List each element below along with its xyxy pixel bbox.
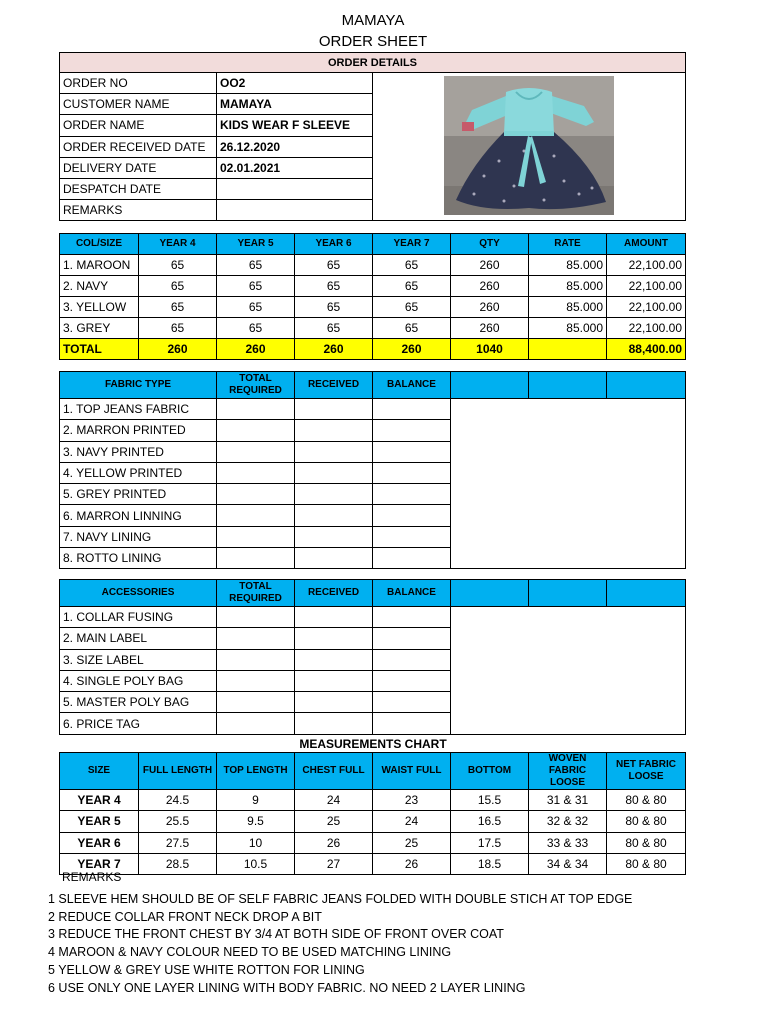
measurements-table (59, 752, 686, 875)
measure-cell: 24 (373, 811, 451, 832)
measure-cell: 10 (217, 832, 295, 853)
order-no-label: ORDER NO (60, 73, 217, 94)
summary-rate: 85.000 (529, 318, 607, 339)
summary-cell: 65 (373, 318, 451, 339)
accessory-name: 2. MAIN LABEL (60, 628, 217, 649)
summary-amount: 22,100.00 (607, 318, 686, 339)
measure-cell: 24 (295, 790, 373, 811)
measure-header-top-length: TOP LENGTH (217, 753, 295, 790)
summary-row (60, 276, 686, 297)
accessory-name: 1. COLLAR FUSING (60, 607, 217, 628)
measure-cell: 9 (217, 790, 295, 811)
measure-cell: 27.5 (139, 832, 217, 853)
accessories-header-blank (451, 580, 529, 607)
measure-cell: 80 & 80 (607, 853, 686, 874)
fabric-name: 3. NAVY PRINTED (60, 441, 217, 462)
measure-cell: 9.5 (217, 811, 295, 832)
total-year7: 260 (373, 339, 451, 360)
measure-cell: 27 (295, 853, 373, 874)
fabric-row (60, 484, 686, 505)
measure-cell: 25 (373, 832, 451, 853)
measure-cell: 17.5 (451, 832, 529, 853)
summary-header-rate: RATE (529, 234, 607, 255)
delivery-date-value: 02.01.2021 (217, 157, 373, 178)
fabric-row (60, 526, 686, 547)
total-rate (529, 339, 607, 360)
sheet-title: ORDER SHEET (318, 33, 428, 50)
measure-cell: 34 & 34 (529, 853, 607, 874)
measure-cell: 28.5 (139, 853, 217, 874)
summary-qty: 260 (451, 276, 529, 297)
order-details-table (59, 52, 686, 221)
fabric-header-blank (529, 372, 607, 399)
fabric-row (60, 548, 686, 569)
summary-qty: 260 (451, 297, 529, 318)
measure-row (60, 790, 686, 811)
remark-item: 1 SLEEVE HEM SHOULD BE OF SELF FABRIC JEANS FOLDED WITH DOUBLE STICH AT TOP EDGE (48, 892, 633, 906)
accessories-header-balance: BALANCE (373, 580, 451, 607)
fabric-header-total-required: TOTAL REQUIRED (217, 372, 295, 399)
accessory-row (60, 692, 686, 713)
summary-header-qty: QTY (451, 234, 529, 255)
accessories-header-blank (529, 580, 607, 607)
measure-cell: 10.5 (217, 853, 295, 874)
accessory-row (60, 670, 686, 691)
remark-item: 4 MAROON & NAVY COLOUR NEED TO BE USED MATCHING LINING (48, 945, 452, 960)
fabric-name: 6. MARRON LINNING (60, 505, 217, 526)
summary-cell: 65 (373, 276, 451, 297)
measure-row (60, 811, 686, 832)
measure-cell: 80 & 80 (607, 790, 686, 811)
accessory-name: 3. SIZE LABEL (60, 649, 217, 670)
fabric-header-received: RECEIVED (295, 372, 373, 399)
summary-cell: 65 (373, 255, 451, 276)
customer-name-label: CUSTOMER NAME (60, 94, 217, 115)
summary-amount: 22,100.00 (607, 255, 686, 276)
summary-cell: 65 (217, 297, 295, 318)
despatch-date-value (217, 178, 373, 199)
quantity-summary-table (59, 233, 686, 360)
summary-cell: 65 (139, 318, 217, 339)
summary-header-year7: YEAR 7 (373, 234, 451, 255)
measure-cell: 31 & 31 (529, 790, 607, 811)
fabric-row (60, 505, 686, 526)
summary-amount: 22,100.00 (607, 297, 686, 318)
summary-cell: 65 (373, 297, 451, 318)
summary-cell: 65 (295, 297, 373, 318)
remark-item: 2 REDUCE COLLAR FRONT NECK DROP A BIT (48, 909, 322, 924)
order-details-band: ORDER DETAILS (60, 53, 686, 73)
summary-color: 3. GREY (60, 318, 139, 339)
measure-size: YEAR 6 (60, 832, 139, 853)
accessories-table (59, 579, 686, 735)
measure-header-size: SIZE (60, 753, 139, 790)
customer-name-value: MAMAYA (217, 94, 373, 115)
measurements-chart-title: MEASUREMENTS CHART (299, 737, 447, 751)
remarks-label: REMARKS (60, 200, 217, 221)
measure-cell: 25 (295, 811, 373, 832)
remarks-list (48, 891, 632, 997)
fabric-name: 2. MARRON PRINTED (60, 420, 217, 441)
summary-rate: 85.000 (529, 255, 607, 276)
order-name-value: KIDS WEAR F SLEEVE (217, 115, 373, 136)
fabric-row (60, 420, 686, 441)
summary-rate: 85.000 (529, 276, 607, 297)
summary-header-col-size: COL/SIZE (60, 234, 139, 255)
fabric-name: 7. NAVY LINING (60, 526, 217, 547)
total-amount: 88,400.00 (607, 339, 686, 360)
measure-cell: 80 & 80 (607, 811, 686, 832)
fabric-header-blank (451, 372, 529, 399)
summary-header-year6: YEAR 6 (295, 234, 373, 255)
summary-qty: 260 (451, 255, 529, 276)
measure-cell: 80 & 80 (607, 832, 686, 853)
measure-row (60, 853, 686, 874)
measure-cell: 26 (373, 853, 451, 874)
fabric-name: 4. YELLOW PRINTED (60, 462, 217, 483)
measure-header-chest-full: CHEST FULL (295, 753, 373, 790)
summary-qty: 260 (451, 318, 529, 339)
sheet-brand-title: MAMAYA (341, 12, 405, 29)
measure-header-bottom: BOTTOM (451, 753, 529, 790)
measure-cell: 24.5 (139, 790, 217, 811)
product-photo-cell (373, 73, 686, 221)
accessory-name: 5. MASTER POLY BAG (60, 692, 217, 713)
measure-cell: 16.5 (451, 811, 529, 832)
summary-color: 1. MAROON (60, 255, 139, 276)
summary-total-row (60, 339, 686, 360)
measure-header-waist-full: WAIST FULL (373, 753, 451, 790)
fabric-header-type: FABRIC TYPE (60, 372, 217, 399)
measure-size: YEAR 7 (60, 853, 139, 874)
summary-cell: 65 (139, 276, 217, 297)
measure-size: YEAR 5 (60, 811, 139, 832)
total-label: TOTAL (60, 339, 139, 360)
fabric-row (60, 462, 686, 483)
remark-item: 5 YELLOW & GREY USE WHITE ROTTON FOR LINING (48, 962, 365, 977)
order-name-label: ORDER NAME (60, 115, 217, 136)
accessories-header-type: ACCESSORIES (60, 580, 217, 607)
total-year6: 260 (295, 339, 373, 360)
fabric-table (59, 371, 686, 569)
fabric-name: 1. TOP JEANS FABRIC (60, 399, 217, 420)
summary-cell: 65 (295, 318, 373, 339)
summary-cell: 65 (217, 255, 295, 276)
summary-header-year4: YEAR 4 (139, 234, 217, 255)
measure-cell: 32 & 32 (529, 811, 607, 832)
accessories-header-total-required: TOTAL REQUIRED (217, 580, 295, 607)
total-year5: 260 (217, 339, 295, 360)
summary-row (60, 255, 686, 276)
measure-cell: 15.5 (451, 790, 529, 811)
accessory-row (60, 649, 686, 670)
measure-cell: 33 & 33 (529, 832, 607, 853)
delivery-date-label: DELIVERY DATE (60, 157, 217, 178)
accessory-row (60, 607, 686, 628)
dress-product-image (444, 76, 614, 215)
summary-cell: 65 (217, 276, 295, 297)
measure-header-woven-fabric-loose: WOVEN FABRIC LOOSE (529, 753, 607, 790)
measure-row (60, 832, 686, 853)
measure-cell: 26 (295, 832, 373, 853)
despatch-date-label: DESPATCH DATE (60, 178, 217, 199)
fabric-header-balance: BALANCE (373, 372, 451, 399)
order-no-value: OO2 (217, 73, 373, 94)
measure-cell: 18.5 (451, 853, 529, 874)
summary-cell: 65 (139, 297, 217, 318)
order-received-date-value: 26.12.2020 (217, 136, 373, 157)
summary-header-year5: YEAR 5 (217, 234, 295, 255)
measure-header-net-fabric-loose: NET FABRIC LOOSE (607, 753, 686, 790)
total-qty: 1040 (451, 339, 529, 360)
measure-header-full-length: FULL LENGTH (139, 753, 217, 790)
accessory-row (60, 628, 686, 649)
summary-cell: 65 (295, 255, 373, 276)
accessories-header-received: RECEIVED (295, 580, 373, 607)
accessory-name: 6. PRICE TAG (60, 713, 217, 734)
measure-size: YEAR 4 (60, 790, 139, 811)
fabric-row (60, 399, 686, 420)
summary-rate: 85.000 (529, 297, 607, 318)
remarks-heading: REMARKS (62, 870, 122, 884)
total-year4: 260 (139, 339, 217, 360)
fabric-row (60, 441, 686, 462)
summary-amount: 22,100.00 (607, 276, 686, 297)
fabric-name: 8. ROTTO LINING (60, 548, 217, 569)
summary-cell: 65 (217, 318, 295, 339)
order-received-date-label: ORDER RECEIVED DATE (60, 136, 217, 157)
accessories-header-blank (607, 580, 686, 607)
remarks-value (217, 200, 373, 221)
measure-cell: 23 (373, 790, 451, 811)
fabric-header-blank (607, 372, 686, 399)
measure-cell: 25.5 (139, 811, 217, 832)
summary-row (60, 318, 686, 339)
remark-item: 6 USE ONLY ONE LAYER LINING WITH BODY FABRIC. NO NEED 2 LAYER LINING (48, 980, 526, 995)
remark-item: 3 REDUCE THE FRONT CHEST BY 3/4 AT BOTH SIDE OF FRONT OVER COAT (48, 927, 504, 942)
summary-header-amount: AMOUNT (607, 234, 686, 255)
summary-color: 2. NAVY (60, 276, 139, 297)
summary-row (60, 297, 686, 318)
summary-color: 3. YELLOW (60, 297, 139, 318)
fabric-name: 5. GREY PRINTED (60, 484, 217, 505)
accessory-name: 4. SINGLE POLY BAG (60, 670, 217, 691)
summary-cell: 65 (295, 276, 373, 297)
accessory-row (60, 713, 686, 734)
summary-cell: 65 (139, 255, 217, 276)
